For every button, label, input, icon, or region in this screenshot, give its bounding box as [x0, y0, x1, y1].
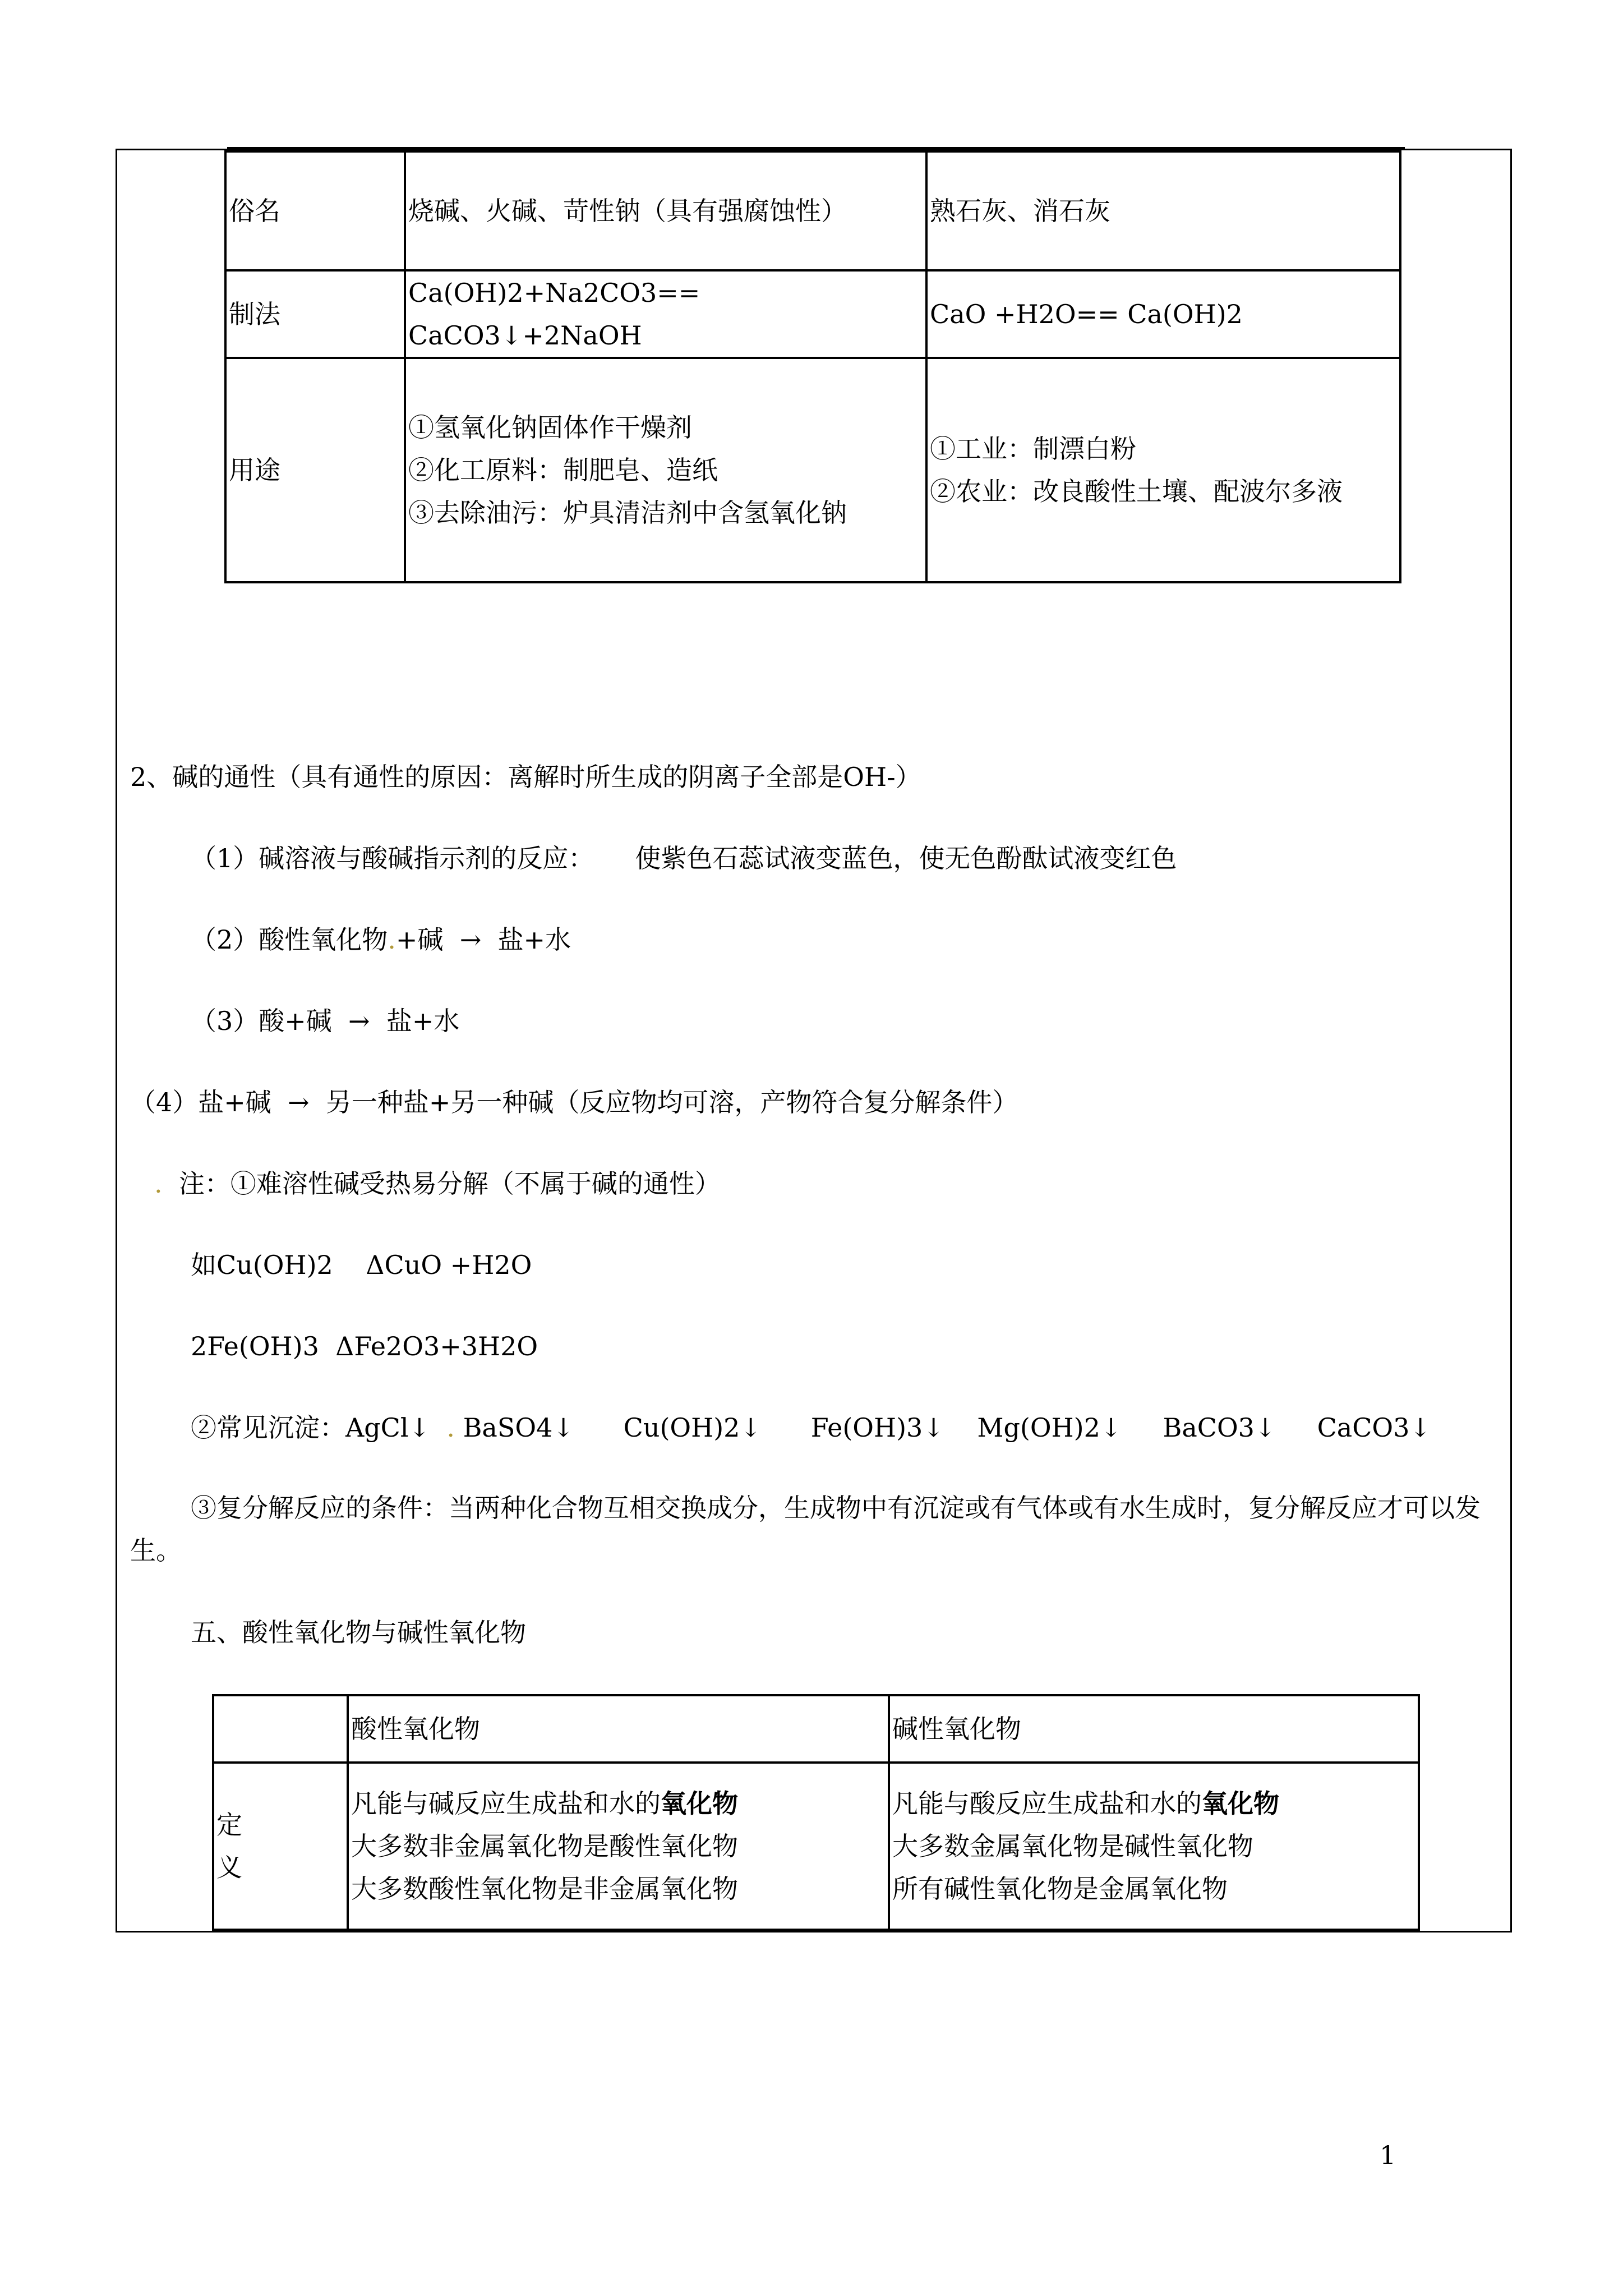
property-item-3: （3）酸+碱 → 盐+水	[191, 1006, 460, 1036]
example-2: 2Fe(OH)3 ΔFe2O3+3H2O	[191, 1331, 538, 1361]
note-3: ③复分解反应的条件：当两种化合物互相交换成分，生成物中有沉淀或有气体或有水生成时，复分解反应才可以发生。	[130, 1493, 1481, 1566]
section-heading: 五、酸性氧化物与碱性氧化物	[191, 1617, 526, 1648]
corner-cell	[213, 1695, 348, 1763]
frame-top-line	[227, 147, 1405, 149]
oxide-comparison-table	[212, 1694, 1420, 1931]
table-row	[225, 358, 1400, 582]
base-comparison-table	[224, 150, 1401, 583]
table-row	[213, 1763, 1419, 1930]
row-label: 制法	[225, 270, 405, 358]
table-row	[213, 1695, 1419, 1763]
caoh-use-1: ①工业：制漂白粉	[930, 434, 1136, 464]
row-label: 俗名	[225, 151, 405, 270]
column-header: 碱性氧化物	[889, 1695, 1419, 1763]
naoh-use-2: ②化工原料：制肥皂、造纸	[408, 455, 718, 485]
table-row	[225, 270, 1400, 358]
caoh-use-2: ②农业：改良酸性土壤、配波尔多液	[930, 476, 1343, 507]
naoh-cell: Ca(OH)2+Na2CO3== CaCO3↓+2NaOH	[405, 270, 926, 358]
naoh-use-3: ③去除油污：炉具清洁剂中含氢氧化钠	[408, 498, 847, 528]
property-item-1: （1）碱溶液与酸碱指示剂的反应： 使紫色石蕊试液变蓝色，使无色酚酞试液变红色	[191, 843, 1177, 873]
caoh-cell: CaO +H2O== Ca(OH)2	[926, 270, 1400, 358]
table-row	[225, 151, 1400, 270]
row-label: 定 义	[213, 1763, 348, 1930]
note-1: . 注：①难溶性碱受热易分解（不属于碱的通性）	[154, 1168, 721, 1199]
naoh-cell	[405, 358, 926, 582]
caoh-cell: 熟石灰、消石灰	[926, 151, 1400, 270]
naoh-cell: 烧碱、火碱、苛性钠（具有强腐蚀性）	[405, 151, 926, 270]
column-header: 酸性氧化物	[348, 1695, 889, 1763]
caoh-cell	[926, 358, 1400, 582]
acid-oxide-definition: 凡能与碱反应生成盐和水的氧化物 大多数非金属氧化物是酸性氧化物 大多数酸性氧化物是非金属氧化物	[348, 1763, 889, 1930]
note-2: ②常见沉淀：AgCl↓ . BaSO4↓ Cu(OH)2↓ Fe(OH)3↓ Mg(OH)2↓ BaCO3↓ CaCO3↓	[191, 1412, 1431, 1443]
row-label: 用途	[225, 358, 405, 582]
section-heading: 2、碱的通性（具有通性的原因：离解时所生成的阴离子全部是OH-）	[130, 762, 921, 792]
page-number: 1	[1380, 2140, 1396, 2170]
example-1: 如Cu(OH)2 ΔCuO +H2O	[191, 1250, 532, 1280]
base-oxide-definition: 凡能与酸反应生成盐和水的氧化物 大多数金属氧化物是碱性氧化物 所有碱性氧化物是金属氧化物	[889, 1763, 1419, 1930]
property-item-4: （4）盐+碱 → 另一种盐+另一种碱（反应物均可溶，产物符合复分解条件）	[130, 1087, 1018, 1117]
naoh-use-1: ①氢氧化钠固体作干燥剂	[408, 412, 692, 443]
property-item-2: （2）酸性氧化物.+碱 → 盐+水	[191, 924, 571, 955]
